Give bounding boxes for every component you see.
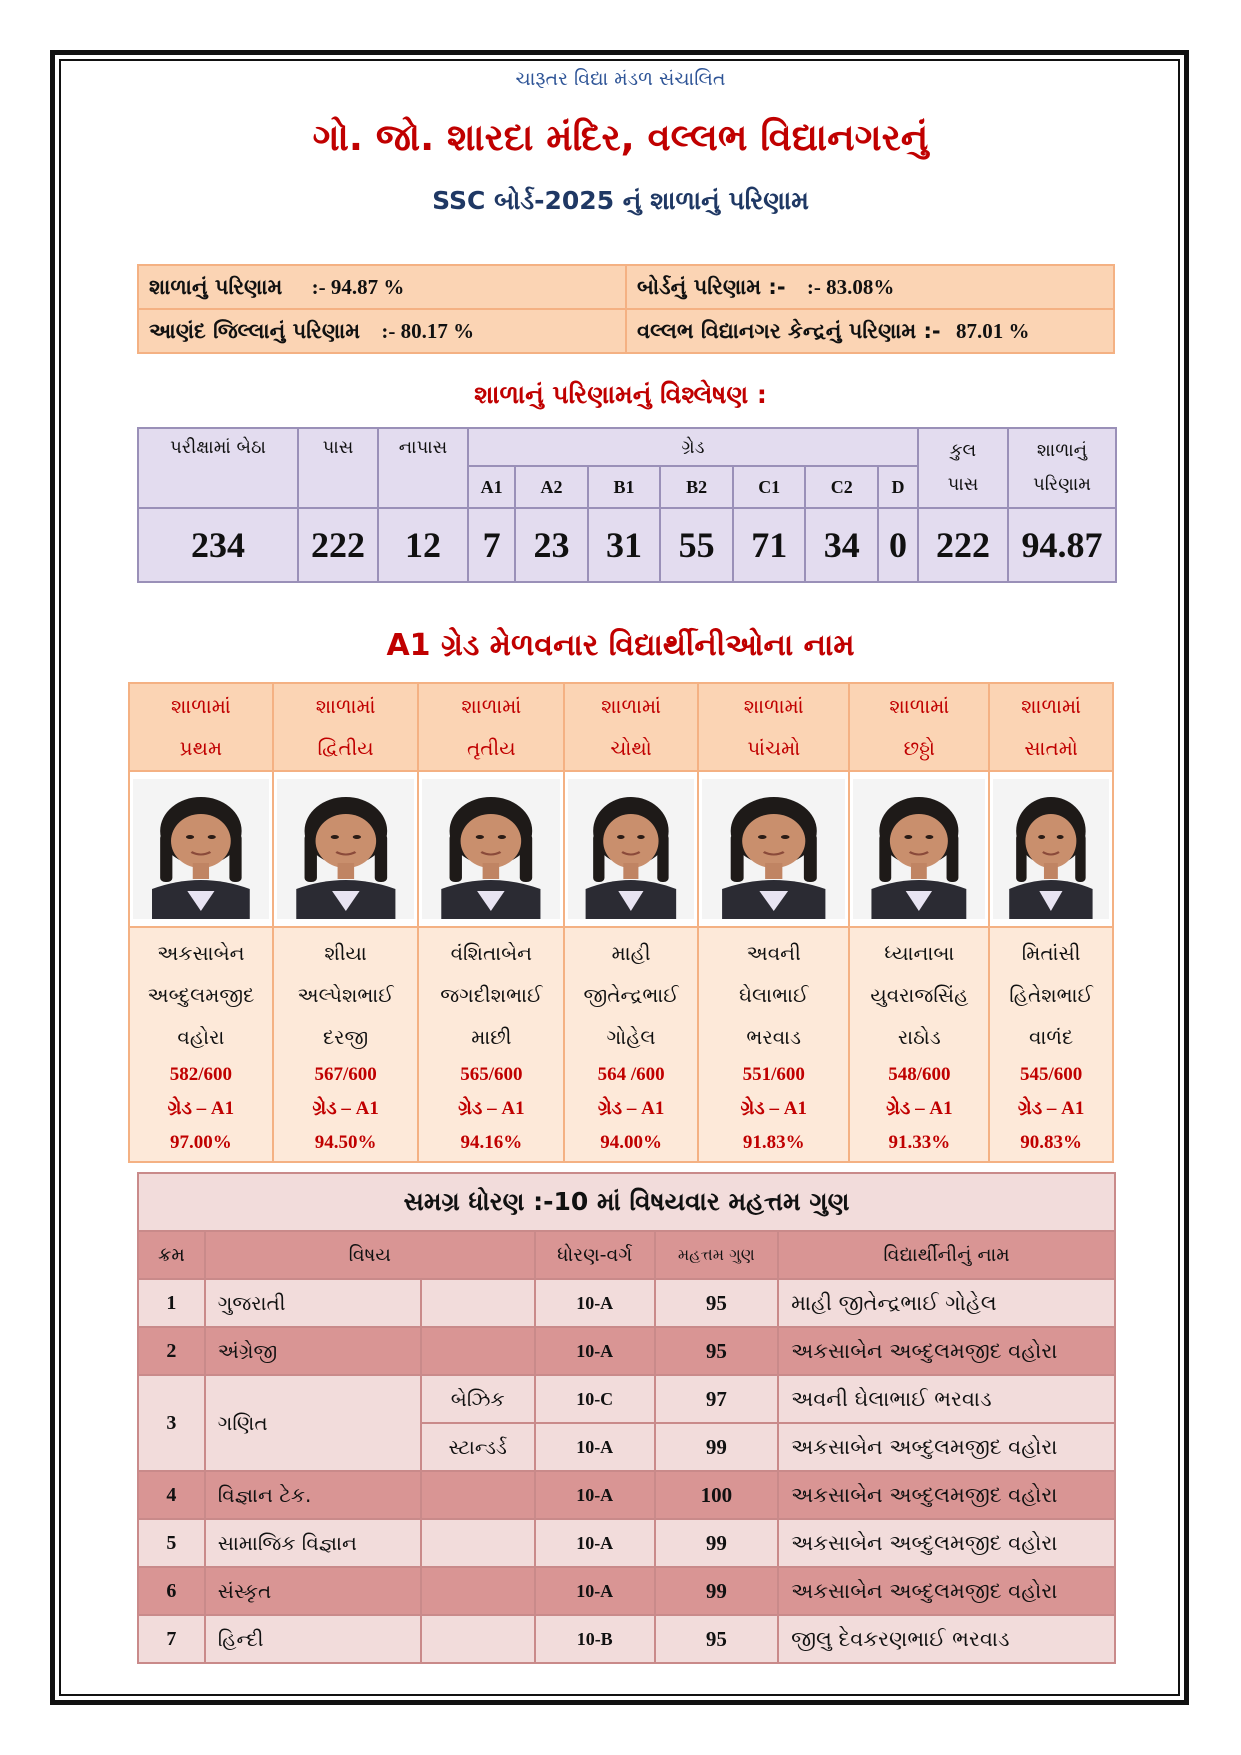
centre-result-label: વલ્લભ વિદ્યાનગર કેન્દ્રનું પરિણામ :- (637, 318, 941, 343)
row-no: 3 (138, 1375, 205, 1471)
topper-rank-line1: શાળામાં (889, 694, 950, 718)
row-class: 10-A (535, 1471, 655, 1519)
pass-value: 222 (298, 508, 378, 582)
total-pass-header-line1: કુલ (949, 440, 977, 461)
row-variant: બેઝિક (421, 1375, 535, 1423)
topper-info (418, 927, 564, 1162)
topper-marks: 548/600 (888, 1064, 951, 1085)
district-result-label: આણંદ જિલ્લાનું પરિણામ (149, 318, 361, 343)
row-max: 95 (655, 1615, 779, 1663)
topper-rank-line2: પ્રથમ (179, 736, 223, 760)
row-class: 10-A (535, 1423, 655, 1471)
result-subtitle: SSC બોર્ડ-2025 નું શાળાનું પરિણામ (432, 186, 809, 215)
school-result-header-line2: પરિણામ (1033, 474, 1091, 495)
topper-photo-cell (849, 771, 989, 927)
topper-percent: 91.33% (888, 1132, 951, 1153)
topper-first-name: વંશિતાબેન (450, 941, 533, 965)
student-photo (277, 779, 415, 919)
topper-percent: 90.83% (1020, 1132, 1082, 1153)
row-subject: ગણિત (205, 1375, 421, 1471)
subject-table-title: સમગ્ર ધોરણ :-10 માં વિષયવાર મહત્તમ ગુણ (138, 1173, 1115, 1231)
school-result-header-line1: શાળાનું (1036, 440, 1088, 461)
table-row (138, 1567, 1115, 1615)
topper-grade: ગ્રેડ – A1 (458, 1098, 525, 1119)
topper-grade: ગ્રેડ – A1 (167, 1098, 235, 1119)
topper-photo-cell (564, 771, 698, 927)
topper-percent: 97.00% (170, 1132, 232, 1153)
grade-count: 55 (660, 508, 733, 582)
topper-info (849, 927, 989, 1162)
student-photo (853, 779, 985, 919)
grade-count: 23 (515, 508, 588, 582)
topper-rank (849, 683, 989, 771)
board-result-label: બોર્ડનું પરિણામ :- (637, 274, 786, 299)
col-max-header: મહત્તમ ગુણ (655, 1231, 779, 1279)
topper-middle-name: હિતેશભાઈ (1009, 983, 1093, 1007)
school-result-header (1008, 428, 1116, 508)
row-student: અકસાબેન અબ્દુલમજીદ વહોરા (778, 1567, 1115, 1615)
grade-count: 34 (805, 508, 878, 582)
topper-first-name: માહી (611, 941, 651, 965)
school-result-cell (138, 265, 626, 309)
grade-label: B2 (660, 466, 733, 508)
topper-rank-line2: દ્વિતીય (317, 736, 374, 760)
row-student: અકસાબેન અબ્દુલમજીદ વહોરા (778, 1471, 1115, 1519)
total-pass-header-line2: પાસ (947, 474, 979, 495)
grade-label: A1 (468, 466, 515, 508)
row-student: અકસાબેન અબ્દુલમજીદ વહોરા (778, 1423, 1115, 1471)
grade-label: C2 (805, 466, 878, 508)
topper-rank-line1: શાળામાં (170, 694, 231, 718)
row-no: 2 (138, 1327, 205, 1375)
topper-marks: 567/600 (314, 1064, 377, 1085)
grade-header: ગ્રેડ (468, 428, 918, 466)
topper-grade: ગ્રેડ – A1 (886, 1098, 953, 1119)
topper-info (698, 927, 849, 1162)
row-max: 99 (655, 1519, 779, 1567)
row-no: 1 (138, 1279, 205, 1327)
grade-count: 71 (733, 508, 806, 582)
row-class: 10-B (535, 1615, 655, 1663)
topper-info (273, 927, 419, 1162)
topper-rank (273, 683, 419, 771)
pass-header: પાસ (298, 428, 378, 508)
topper-percent: 94.16% (460, 1132, 523, 1153)
topper-grade: ગ્રેડ – A1 (740, 1098, 807, 1119)
row-class: 10-C (535, 1375, 655, 1423)
grade-label: B1 (588, 466, 661, 508)
topper-percent: 94.00% (600, 1132, 662, 1153)
student-photo (993, 779, 1109, 919)
grade-label: C1 (733, 466, 806, 508)
row-subject: વિજ્ઞાન ટેક. (205, 1471, 421, 1519)
appeared-header: પરીક્ષામાં બેઠા (138, 428, 298, 508)
topper-marks: 551/600 (742, 1064, 805, 1085)
fail-value: 12 (378, 508, 468, 582)
topper-info (129, 927, 273, 1162)
topper-surname: દરજી (323, 1025, 369, 1049)
row-student: અકસાબેન અબ્દુલમજીદ વહોરા (778, 1327, 1115, 1375)
topper-rank (564, 683, 698, 771)
topper-rank-line2: સાતમો (1024, 736, 1078, 760)
row-class: 10-A (535, 1567, 655, 1615)
toppers-title: A1 ગ્રેડ મેળવનાર વિદ્યાર્થીનીઓના નામ (386, 628, 855, 663)
topper-rank-line2: તૃતીય (467, 736, 516, 760)
topper-middle-name: યુવરાજસિંહ (870, 983, 969, 1007)
school-title: ગો. જો. શારદા મંદિર, વલ્લભ વિદ્યાનગરનું (312, 116, 929, 159)
topper-percent: 94.50% (314, 1132, 377, 1153)
row-max: 97 (655, 1375, 779, 1423)
row-student: માહી જીતેન્દ્રભાઈ ગોહેલ (778, 1279, 1115, 1327)
total-pass-value: 222 (918, 508, 1008, 582)
student-photo (422, 779, 560, 919)
district-result-cell (138, 309, 626, 353)
topper-rank-line1: શાળામાં (1021, 694, 1082, 718)
row-no: 4 (138, 1471, 205, 1519)
result-summary-table (137, 264, 1115, 354)
row-variant-empty (421, 1519, 535, 1567)
topper-rank-line2: પાંચમો (747, 736, 801, 760)
grade-label: A2 (515, 466, 588, 508)
topper-grade: ગ્રેડ – A1 (312, 1098, 379, 1119)
col-subject-header: વિષય (205, 1231, 535, 1279)
grade-label: D (878, 466, 918, 508)
centre-result-cell (626, 309, 1114, 353)
topper-info (564, 927, 698, 1162)
row-no: 6 (138, 1567, 205, 1615)
topper-rank-line1: શાળામાં (461, 694, 522, 718)
topper-info (989, 927, 1113, 1162)
topper-rank-line1: શાળામાં (601, 694, 661, 718)
topper-first-name: ધ્યાનાબા (884, 941, 955, 965)
topper-surname: રાઠોડ (897, 1025, 941, 1049)
row-student: અકસાબેન અબ્દુલમજીદ વહોરા (778, 1519, 1115, 1567)
topper-surname: ભરવાડ (746, 1025, 802, 1049)
total-pass-header (918, 428, 1008, 508)
row-variant-empty (421, 1327, 535, 1375)
row-subject: સંસ્કૃત (205, 1567, 421, 1615)
row-student: અવની ઘેલાભાઈ ભરવાડ (778, 1375, 1115, 1423)
topper-rank (989, 683, 1113, 771)
row-student: જીલુ દેવકરણભાઈ ભરવાડ (778, 1615, 1115, 1663)
topper-percent: 91.83% (742, 1132, 805, 1153)
topper-rank (418, 683, 564, 771)
topper-photo-cell (989, 771, 1113, 927)
row-subject: સામાજિક વિજ્ઞાન (205, 1519, 421, 1567)
row-variant-empty (421, 1279, 535, 1327)
table-row (138, 1279, 1115, 1327)
col-student-header: વિદ્યાર્થીનીનું નામ (778, 1231, 1115, 1279)
table-row (138, 1471, 1115, 1519)
topper-photo-cell (698, 771, 849, 927)
topper-first-name: શીયા (324, 941, 367, 965)
row-subject: ગુજરાતી (205, 1279, 421, 1327)
trust-name: ચારૂતર વિદ્યા મંડળ સંચાલિત (515, 68, 726, 90)
row-variant-empty (421, 1471, 535, 1519)
col-no-header: ક્રમ (138, 1231, 205, 1279)
subject-toppers-table (137, 1172, 1116, 1664)
topper-photo-cell (273, 771, 419, 927)
topper-grade: ગ્રેડ – A1 (1017, 1098, 1085, 1119)
topper-surname: ગોહેલ (606, 1025, 656, 1049)
grade-count: 0 (878, 508, 918, 582)
row-no: 7 (138, 1615, 205, 1663)
row-subject: અંગ્રેજી (205, 1327, 421, 1375)
school-result-label: શાળાનું પરિણામ (149, 274, 283, 299)
topper-marks: 565/600 (460, 1064, 523, 1085)
student-photo (133, 779, 269, 919)
row-max: 95 (655, 1327, 779, 1375)
col-class-header: ધોરણ-વર્ગ (535, 1231, 655, 1279)
row-class: 10-A (535, 1327, 655, 1375)
district-result-value: :- 80.17 % (381, 318, 475, 343)
board-result-cell (626, 265, 1114, 309)
topper-rank (129, 683, 273, 771)
table-row (138, 1519, 1115, 1567)
table-row (138, 1375, 1115, 1423)
topper-middle-name: અબ્દુલમજીદ (147, 983, 255, 1007)
analysis-title: શાળાનું પરિણામનું વિશ્લેષણ : (474, 380, 767, 409)
topper-marks: 582/600 (169, 1064, 233, 1085)
topper-rank-line1: શાળામાં (315, 694, 376, 718)
row-variant-empty (421, 1567, 535, 1615)
topper-marks: 545/600 (1019, 1064, 1083, 1085)
row-class: 10-A (535, 1519, 655, 1567)
topper-marks: 564 /600 (597, 1064, 665, 1085)
topper-surname: માછી (471, 1025, 512, 1049)
table-row (138, 1327, 1115, 1375)
topper-photo-cell (418, 771, 564, 927)
row-max: 99 (655, 1567, 779, 1615)
topper-rank-line2: છઠ્ઠો (903, 736, 935, 760)
table-row (138, 1615, 1115, 1663)
appeared-value: 234 (138, 508, 298, 582)
topper-middle-name: જીતેન્દ્રભાઈ (583, 983, 679, 1007)
analysis-table (137, 427, 1117, 583)
topper-rank-line2: ચોથો (610, 736, 652, 760)
toppers-table (128, 682, 1114, 1163)
topper-grade: ગ્રેડ – A1 (597, 1098, 665, 1119)
grade-count: 31 (588, 508, 661, 582)
school-result-value: :- 94.87 % (311, 274, 405, 299)
student-photo (702, 779, 845, 919)
centre-result-value: 87.01 % (955, 318, 1030, 343)
row-max: 100 (655, 1471, 779, 1519)
row-variant-empty (421, 1615, 535, 1663)
topper-photo-cell (129, 771, 273, 927)
topper-first-name: અકસાબેન (157, 941, 245, 965)
row-max: 95 (655, 1279, 779, 1327)
row-max: 99 (655, 1423, 779, 1471)
topper-middle-name: અલ્પેશભાઈ (297, 983, 394, 1007)
school-result-value: 94.87 (1008, 508, 1116, 582)
topper-surname: વાળંદ (1029, 1025, 1074, 1049)
row-class: 10-A (535, 1279, 655, 1327)
topper-rank-line1: શાળામાં (743, 694, 804, 718)
topper-surname: વહોરા (177, 1025, 225, 1049)
student-photo (568, 779, 694, 919)
topper-first-name: મિતાંસી (1021, 941, 1081, 965)
grade-count: 7 (468, 508, 515, 582)
row-no: 5 (138, 1519, 205, 1567)
topper-first-name: અવની (746, 941, 801, 965)
row-subject: હિન્દી (205, 1615, 421, 1663)
topper-rank (698, 683, 849, 771)
topper-middle-name: ઘેલાભાઈ (739, 983, 809, 1007)
topper-middle-name: જગદીશભાઈ (440, 983, 543, 1007)
board-result-value: :- 83.08% (806, 274, 895, 299)
fail-header: નાપાસ (378, 428, 468, 508)
row-variant: સ્ટાન્ડર્ડ (421, 1423, 535, 1471)
